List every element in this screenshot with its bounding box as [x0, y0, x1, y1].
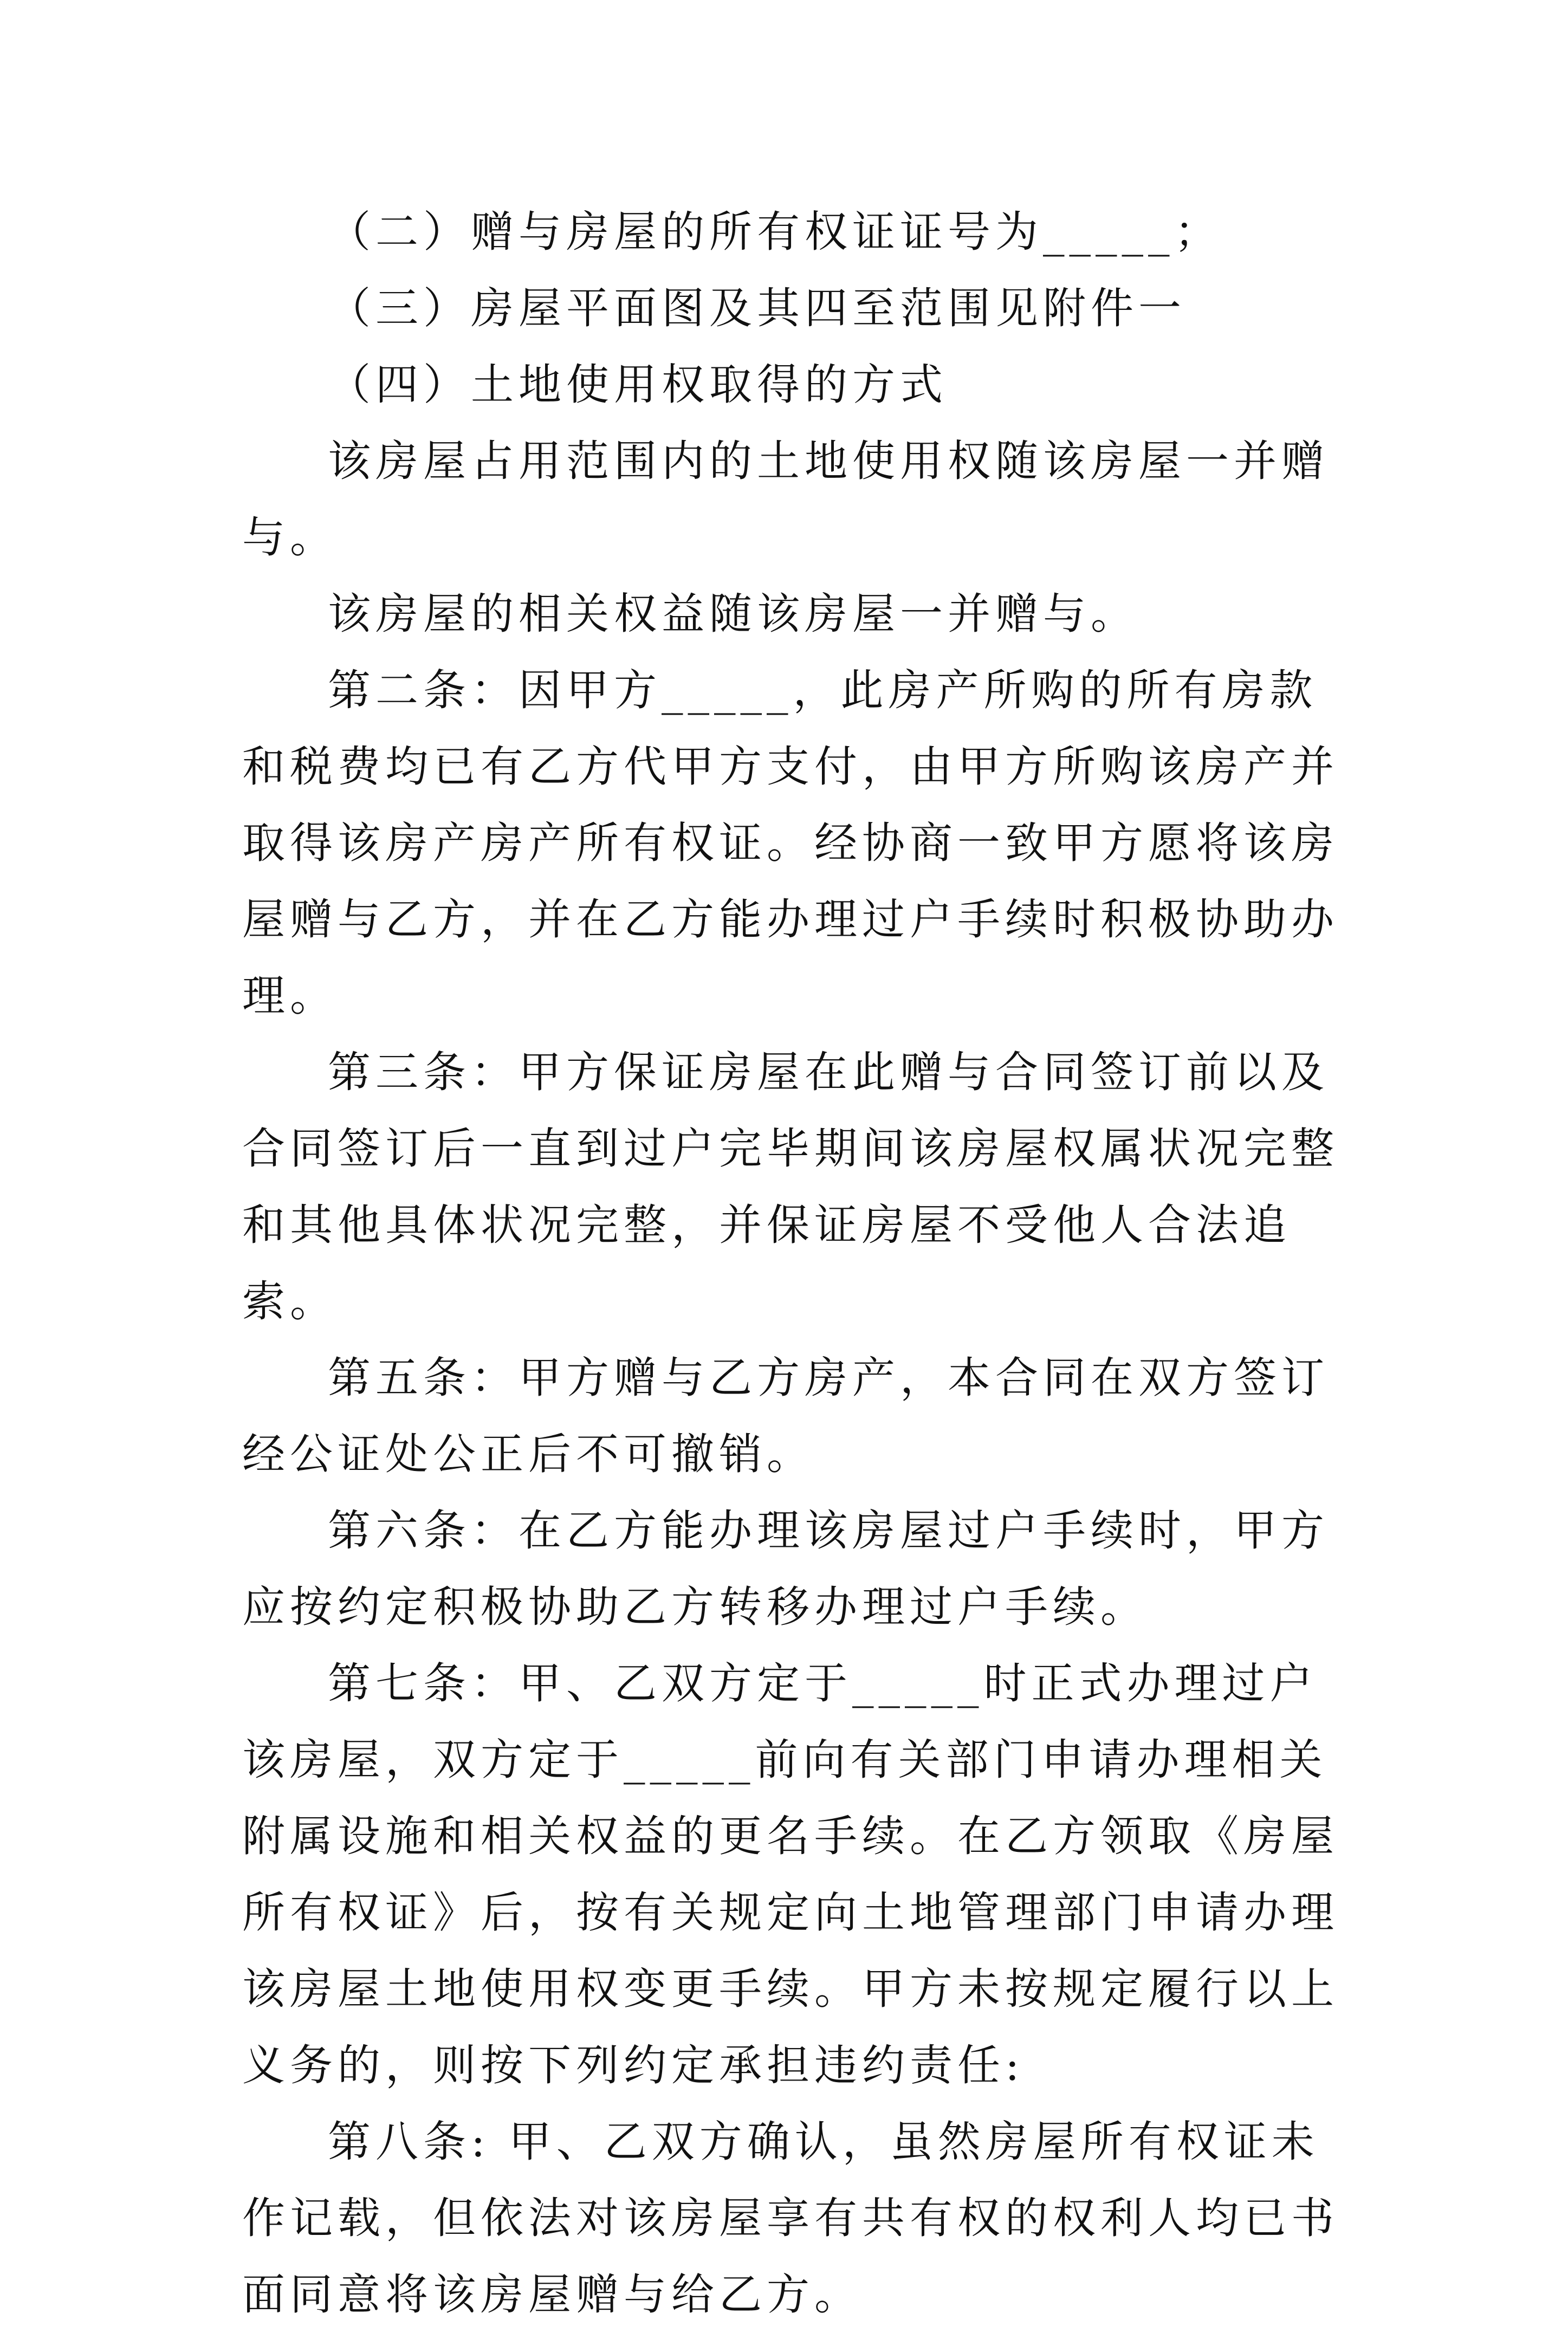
clause-4-land-use-method: （四）土地使用权取得的方式 [328, 360, 948, 410]
land-use-right-gift: 该房屋占用范围内的土地使用权随该房屋一并赠与。 [242, 436, 1329, 562]
clause-2-certificate-number: （二）赠与房屋的所有权证证号为_____； [328, 207, 1222, 257]
article-5: 第五条：甲方赠与乙方房产，本合同在双方签订经公证处公正后不可撤销。 [242, 1353, 1329, 1479]
clause-3-floor-plan: （三）房屋平面图及其四至范围见附件一 [328, 283, 1186, 333]
document-body [242, 194, 1347, 2333]
article-6: 第六条：在乙方能办理该房屋过户手续时，甲方应按约定积极协助乙方转移办理过户手续。 [242, 1506, 1329, 1632]
article-8: 第八条: 甲、乙双方确认，虽然房屋所有权证未作记载，但依法对该房屋享有共有权的权利人均已书面同意将该房屋赠与给乙方。 [242, 2117, 1339, 2319]
article-3: 第三条：甲方保证房屋在此赠与合同签订前以及合同签订后一直到过户完毕期间该房屋权属状况完整和其他具体状况完整，并保证房屋不受他人合法追索。 [242, 1047, 1339, 1326]
related-rights-gift: 该房屋的相关权益随该房屋一并赠与。 [328, 589, 1138, 639]
article-7: 第七条：甲、乙双方定于_____时正式办理过户该房屋，双方定于_____前向有关部门申请办理相关附属设施和相关权益的更名手续。在乙方领取《房屋所有权证》后，按有关规定向土地管理部门申请办理该房屋土地使用权变更手续。甲方未按规定履行以上义务的，则按下列约定承担违约责任: [242, 1658, 1339, 2090]
article-2: 第二条：因甲方_____，此房产所购的所有房款和税费均已有乙方代甲方支付，由甲方所购该房产并取得该房产房产所有权证。经协商一致甲方愿将该房屋赠与乙方，并在乙方能办理过户手续时积极协助办理。 [242, 665, 1339, 1021]
